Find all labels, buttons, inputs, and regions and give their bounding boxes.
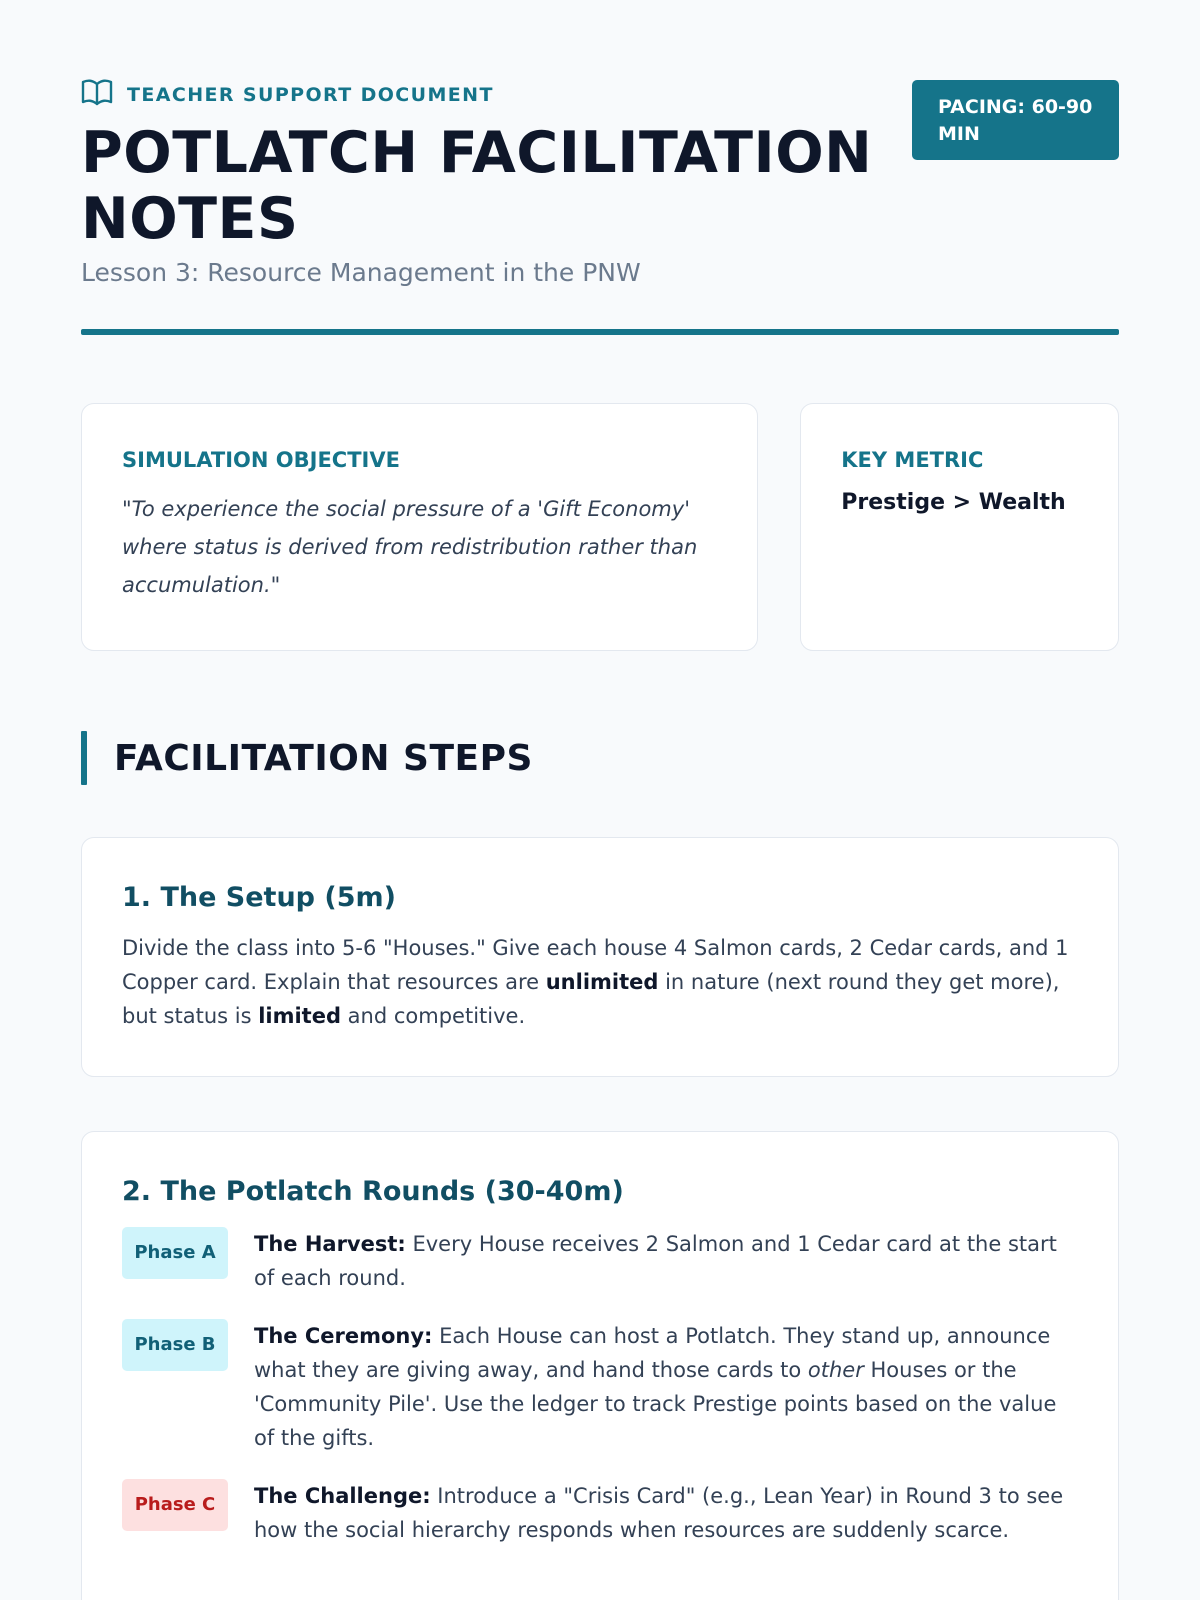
step-card-potlatch-rounds [81,1131,1119,1600]
objective-quote: "To experience the social pressure of a 'Gift Economy' where status is derived from redistribution rather than accumulation." [122,497,698,597]
header-divider [81,329,1119,335]
phase-text: Houses or the 'Community Pile'. Use the ledger to track Prestige points based on the value of the gifts. [254,1358,1057,1450]
phase-text: Each House can host a Potlatch. They stand up, announce what they are giving away, and hand those cards to [254,1324,1051,1382]
page-subtitle: Lesson 3: Resource Management in the PNW [81,258,641,287]
step-title: 2. The Potlatch Rounds (30-40m) [122,1176,624,1207]
phase-badge: Phase B [122,1319,228,1371]
metric-label: KEY METRIC [841,448,984,472]
pacing-badge: PACING: 60-90 MIN [912,80,1119,160]
objective-label: SIMULATION OBJECTIVE [122,448,400,472]
step-card-setup [81,837,1119,1077]
step-body-emphasis: limited [258,1004,341,1028]
phase-description [254,1319,1078,1455]
phase-item [122,1319,1078,1455]
phase-text: Every House receives 2 Salmon and 1 Cedar card at the start of each round. [254,1232,1057,1290]
section-accent-bar [81,731,87,785]
phase-heading: The Ceremony: [254,1324,433,1348]
document-header [81,0,1119,335]
phase-item [122,1227,1078,1295]
key-metric-card [800,403,1119,651]
phase-text: Introduce a "Crisis Card" (e.g., Lean Year) in Round 3 to see how the social hierarchy responds when resources are suddenly scarce. [254,1484,1064,1542]
metric-value: Prestige > Wealth [841,490,1066,515]
step-body-text: Divide the class into 5-6 "Houses." Give each house 4 Salmon cards, 2 Cedar cards, and 1 Copper card. Explain that resources are [122,936,1069,994]
phase-text-emphasis: other [807,1358,864,1382]
step-title: 1. The Setup (5m) [122,882,397,913]
section-title: FACILITATION STEPS [114,737,533,779]
phase-heading: The Harvest: [254,1232,406,1256]
phase-heading: The Challenge: [254,1484,431,1508]
info-cards-row [81,403,1119,651]
phase-item [122,1479,1078,1547]
section-heading [81,731,1119,785]
step-body-text: and competitive. [341,1004,526,1028]
phase-badge: Phase A [122,1227,228,1279]
phase-description [254,1227,1078,1295]
step-body-emphasis: unlimited [545,970,659,994]
phase-badge: Phase C [122,1479,228,1531]
simulation-objective-card [81,403,758,651]
page-title: POTLATCH FACILITATION NOTES [81,120,873,252]
step-body-text: in nature (next round they get more), but status is [122,970,1060,1028]
step-body [122,931,1078,1033]
phase-description [254,1479,1078,1547]
phase-list [122,1227,1078,1547]
eyebrow-label: TEACHER SUPPORT DOCUMENT [127,84,494,106]
book-open-icon [81,78,113,112]
